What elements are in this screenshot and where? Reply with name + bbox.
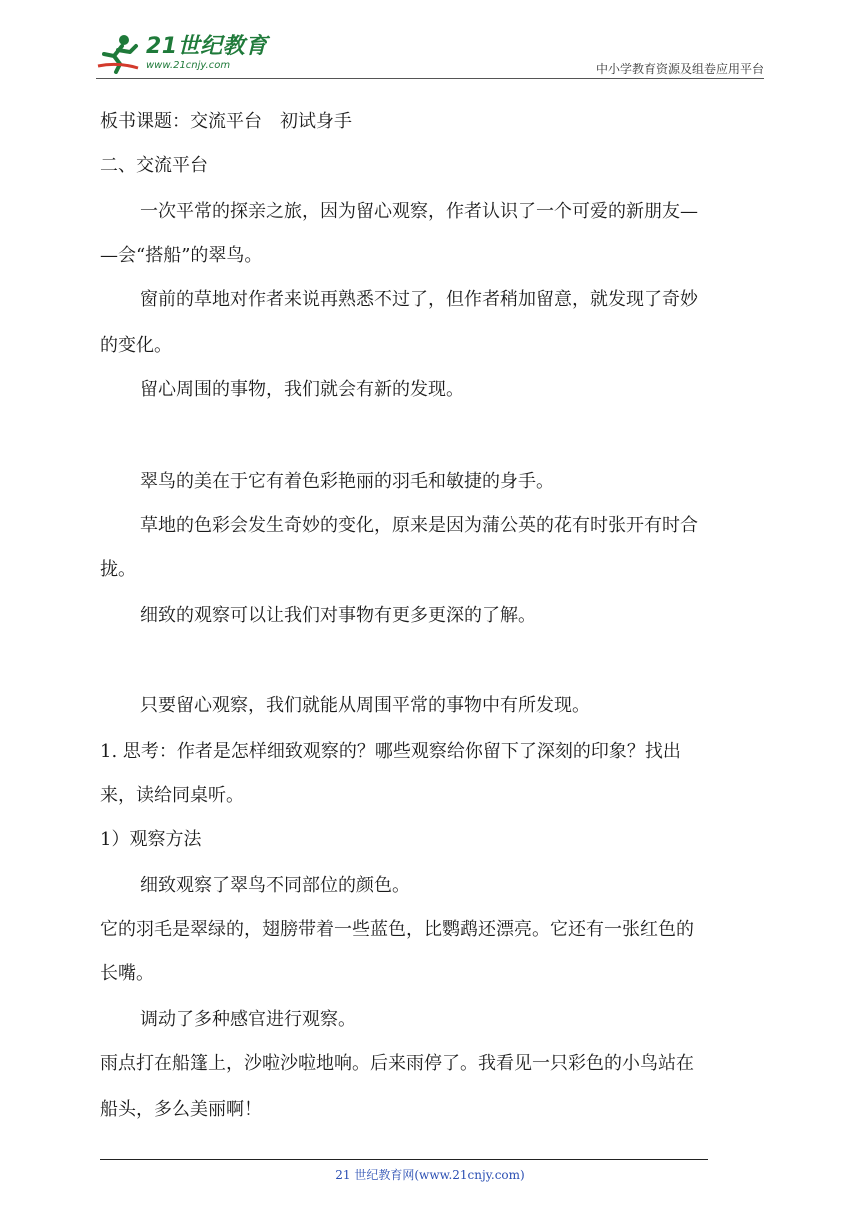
- quote-line: 船头，多么美丽啊！: [100, 1099, 262, 1120]
- text-line: 留心周围的事物，我们就会有新的发现。: [140, 379, 464, 400]
- text-line: —会“搭船”的翠鸟。: [100, 245, 263, 266]
- text-line: 板书课题：交流平台 初试身手: [100, 111, 352, 132]
- question-line: 1. 思考：作者是怎样细致观察的？哪些观察给你留下了深刻的印象？找出: [100, 741, 681, 762]
- header-platform-text: 中小学教育资源及组卷应用平台: [595, 62, 764, 76]
- footer-divider: [100, 1159, 708, 1160]
- text-line: 拢。: [100, 559, 136, 580]
- text-line: 草地的色彩会发生奇妙的变化，原来是因为蒲公英的花有时张开有时合: [140, 515, 698, 536]
- site-logo: [96, 32, 268, 76]
- header-divider: [96, 78, 764, 79]
- logo-main-text: 21世纪教育: [146, 34, 268, 59]
- quote-line: 雨点打在船篷上，沙啦沙啦地响。后来雨停了。我看见一只彩色的小鸟站在: [100, 1053, 694, 1074]
- quote-line: 它的羽毛是翠绿的，翅膀带着一些蓝色，比鹦鹉还漂亮。它还有一张红色的: [100, 919, 694, 940]
- text-line: 窗前的草地对作者来说再熟悉不过了，但作者稍加留意，就发现了奇妙: [140, 289, 698, 310]
- subheading: 1）观察方法: [100, 829, 202, 850]
- question-line: 来，读给同桌听。: [100, 785, 244, 806]
- footer-text: 21 世纪教育网(www.21cnjy.com): [335, 1168, 525, 1182]
- text-line: 细致观察了翠鸟不同部位的颜色。: [140, 875, 410, 896]
- text-line: 一次平常的探亲之旅，因为留心观察，作者认识了一个可爱的新朋友—: [140, 201, 698, 222]
- text-line: 调动了多种感官进行观察。: [140, 1009, 356, 1030]
- section-heading: 二、交流平台: [100, 155, 208, 176]
- page-header: [96, 28, 764, 80]
- quote-line: 长嘴。: [100, 963, 154, 984]
- text-line: 细致的观察可以让我们对事物有更多更深的了解。: [140, 605, 536, 626]
- text-line: 只要留心观察，我们就能从周围平常的事物中有所发现。: [140, 695, 590, 716]
- text-line: 的变化。: [100, 335, 172, 356]
- runner-logo-icon: [96, 34, 140, 74]
- text-line: 翠鸟的美在于它有着色彩艳丽的羽毛和敏捷的身手。: [140, 471, 554, 492]
- logo-url-text: www.21cnjy.com: [146, 60, 231, 71]
